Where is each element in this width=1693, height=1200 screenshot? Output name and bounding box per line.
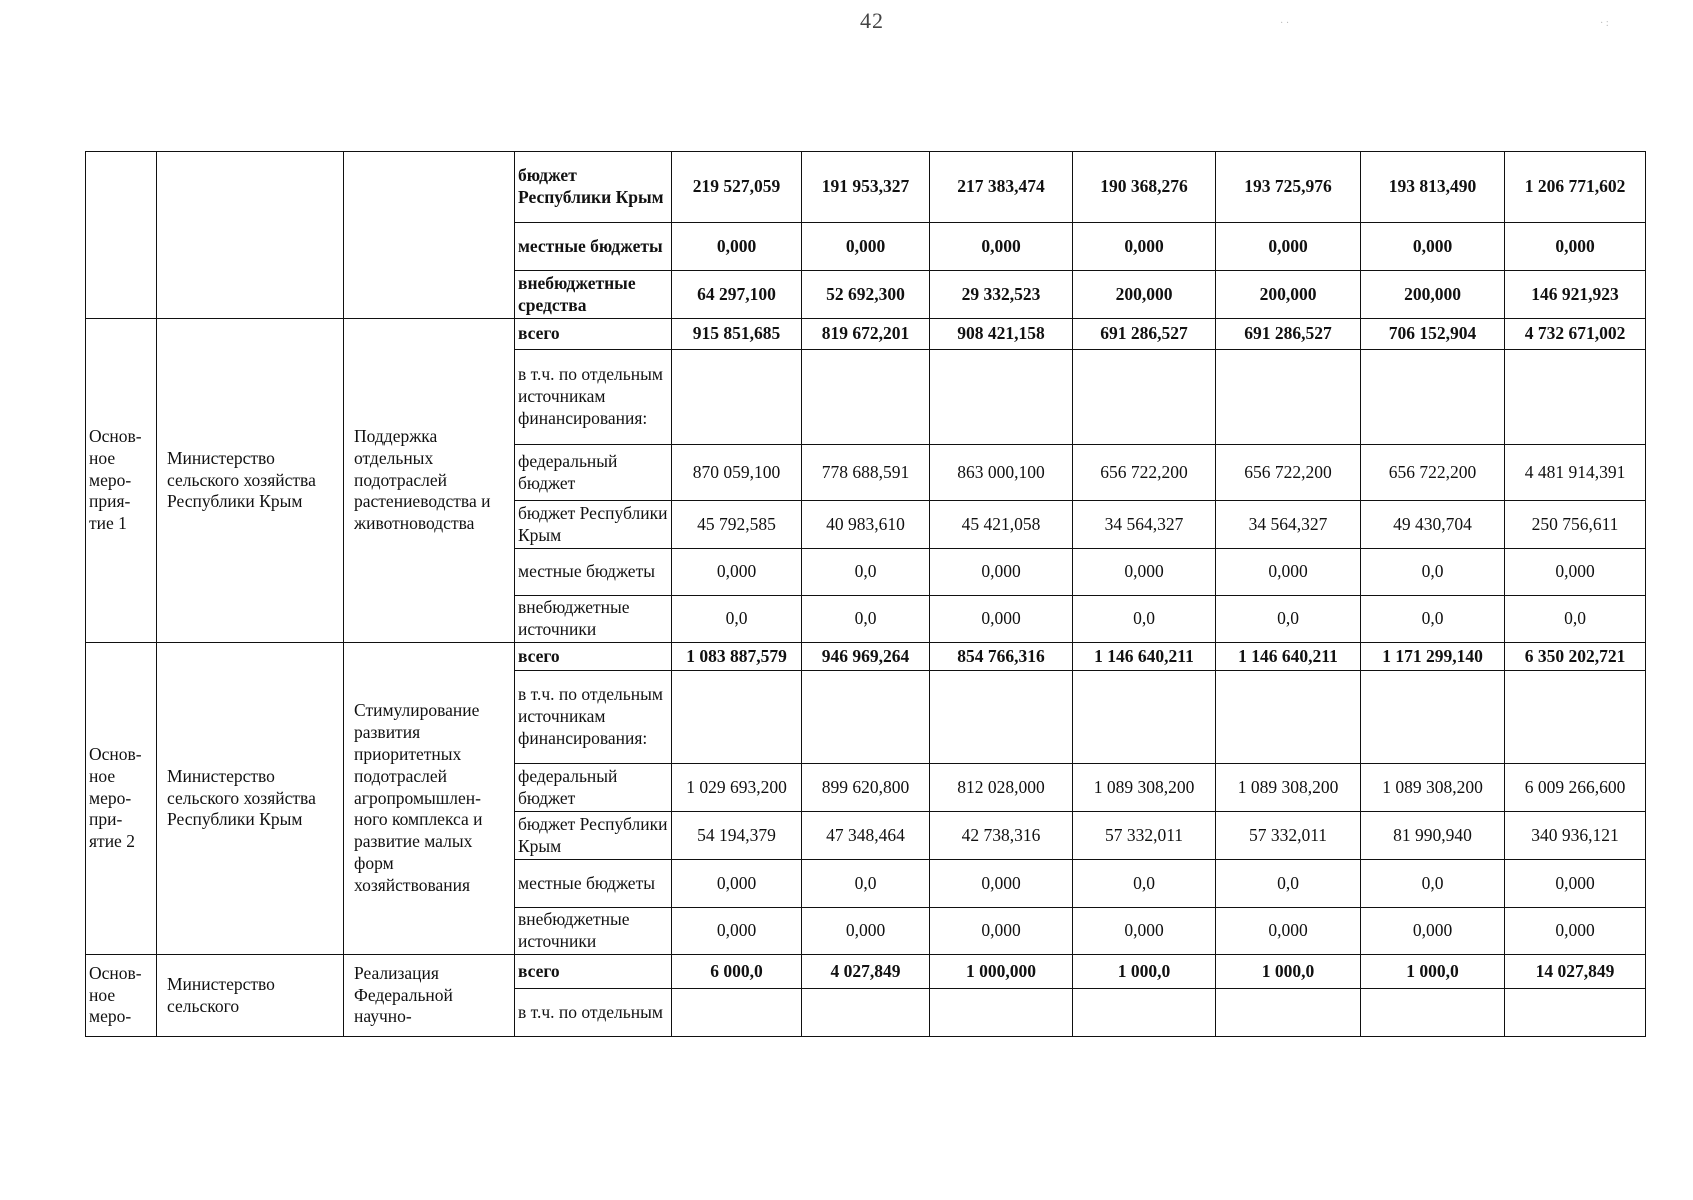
year-value-cell xyxy=(1073,989,1216,1037)
year-value-cell: 1 089 308,200 xyxy=(1073,764,1216,812)
year-value-cell xyxy=(1216,671,1361,764)
year-value-cell: 54 194,379 xyxy=(672,812,802,860)
total-value-cell: 0,000 xyxy=(1505,908,1646,955)
year-value-cell: 0,0 xyxy=(802,860,930,908)
year-value-cell: 908 421,158 xyxy=(930,319,1073,350)
funding-source-cell: всего xyxy=(515,319,672,350)
year-value-cell: 219 527,059 xyxy=(672,152,802,223)
year-value-cell: 0,0 xyxy=(1361,860,1505,908)
year-value-cell: 1 000,0 xyxy=(1216,955,1361,989)
total-value-cell: 0,0 xyxy=(1505,596,1646,643)
total-value-cell: 6 009 266,600 xyxy=(1505,764,1646,812)
year-value-cell: 0,000 xyxy=(802,908,930,955)
table-row xyxy=(86,955,1646,989)
year-value-cell: 0,000 xyxy=(672,549,802,596)
year-value-cell xyxy=(1361,989,1505,1037)
year-value-cell: 190 368,276 xyxy=(1073,152,1216,223)
year-value-cell: 57 332,011 xyxy=(1216,812,1361,860)
funding-source-cell: местные бюджеты xyxy=(515,860,672,908)
year-value-cell: 6 000,0 xyxy=(672,955,802,989)
year-value-cell: 863 000,100 xyxy=(930,445,1073,501)
total-value-cell: 4 481 914,391 xyxy=(1505,445,1646,501)
funding-source-cell: федеральный бюджет xyxy=(515,445,672,501)
total-value-cell xyxy=(1505,350,1646,445)
funding-source-cell: бюджет Республики Крым xyxy=(515,152,672,223)
year-value-cell: 1 029 693,200 xyxy=(672,764,802,812)
year-value-cell: 1 171 299,140 xyxy=(1361,643,1505,671)
year-value-cell: 64 297,100 xyxy=(672,271,802,319)
year-value-cell xyxy=(672,671,802,764)
year-value-cell: 691 286,527 xyxy=(1216,319,1361,350)
total-value-cell: 0,000 xyxy=(1505,860,1646,908)
funding-source-cell: всего xyxy=(515,643,672,671)
total-value-cell xyxy=(1505,989,1646,1037)
year-value-cell xyxy=(802,350,930,445)
year-value-cell: 1 089 308,200 xyxy=(1216,764,1361,812)
year-value-cell: 870 059,100 xyxy=(672,445,802,501)
executor-cell: Министерство сельского хозяйства Республики Крым xyxy=(157,319,344,643)
year-value-cell: 0,000 xyxy=(672,223,802,271)
year-value-cell: 0,000 xyxy=(672,860,802,908)
year-value-cell: 0,000 xyxy=(1216,549,1361,596)
year-value-cell: 40 983,610 xyxy=(802,501,930,549)
funding-source-cell: внебюджетные источники xyxy=(515,596,672,643)
year-value-cell: 4 027,849 xyxy=(802,955,930,989)
year-value-cell: 49 430,704 xyxy=(1361,501,1505,549)
year-value-cell: 0,000 xyxy=(930,860,1073,908)
funding-source-cell: бюджет Республики Крым xyxy=(515,812,672,860)
year-value-cell xyxy=(930,350,1073,445)
funding-source-cell: в т.ч. по отдельным xyxy=(515,989,672,1037)
year-value-cell: 81 990,940 xyxy=(1361,812,1505,860)
year-value-cell: 0,000 xyxy=(930,549,1073,596)
year-value-cell: 0,000 xyxy=(1361,908,1505,955)
year-value-cell: 0,000 xyxy=(930,223,1073,271)
year-value-cell xyxy=(1216,350,1361,445)
total-value-cell: 4 732 671,002 xyxy=(1505,319,1646,350)
year-value-cell: 0,0 xyxy=(1216,860,1361,908)
total-value-cell: 146 921,923 xyxy=(1505,271,1646,319)
year-value-cell xyxy=(802,989,930,1037)
year-value-cell: 0,000 xyxy=(672,908,802,955)
year-value-cell xyxy=(1216,989,1361,1037)
activity-cell: Основ-ное меро-прия-тие 1 xyxy=(86,319,157,643)
year-value-cell xyxy=(802,671,930,764)
year-value-cell: 0,000 xyxy=(1073,223,1216,271)
year-value-cell: 0,0 xyxy=(1361,549,1505,596)
activity-name-cell: Реализация Федеральной научно- xyxy=(344,955,515,1037)
total-value-cell: 340 936,121 xyxy=(1505,812,1646,860)
year-value-cell: 34 564,327 xyxy=(1073,501,1216,549)
year-value-cell xyxy=(672,350,802,445)
executor-cell: Министерство сельского xyxy=(157,955,344,1037)
year-value-cell: 0,000 xyxy=(930,908,1073,955)
year-value-cell: 1 000,0 xyxy=(1073,955,1216,989)
year-value-cell: 47 348,464 xyxy=(802,812,930,860)
year-value-cell: 0,0 xyxy=(1073,596,1216,643)
year-value-cell: 200,000 xyxy=(1216,271,1361,319)
year-value-cell: 0,000 xyxy=(1073,549,1216,596)
year-value-cell xyxy=(930,671,1073,764)
funding-source-cell: местные бюджеты xyxy=(515,223,672,271)
year-value-cell: 778 688,591 xyxy=(802,445,930,501)
year-value-cell: 656 722,200 xyxy=(1361,445,1505,501)
year-value-cell: 34 564,327 xyxy=(1216,501,1361,549)
year-value-cell: 0,0 xyxy=(802,549,930,596)
year-value-cell: 691 286,527 xyxy=(1073,319,1216,350)
year-value-cell: 1 089 308,200 xyxy=(1361,764,1505,812)
year-value-cell: 0,0 xyxy=(1216,596,1361,643)
year-value-cell: 0,000 xyxy=(930,596,1073,643)
total-value-cell: 0,000 xyxy=(1505,223,1646,271)
scan-speck: · · xyxy=(1280,18,1290,29)
year-value-cell: 45 421,058 xyxy=(930,501,1073,549)
table-row xyxy=(86,643,1646,671)
year-value-cell: 200,000 xyxy=(1361,271,1505,319)
year-value-cell: 200,000 xyxy=(1073,271,1216,319)
year-value-cell: 1 083 887,579 xyxy=(672,643,802,671)
year-value-cell: 42 738,316 xyxy=(930,812,1073,860)
year-value-cell: 57 332,011 xyxy=(1073,812,1216,860)
total-value-cell: 250 756,611 xyxy=(1505,501,1646,549)
year-value-cell: 1 000,0 xyxy=(1361,955,1505,989)
year-value-cell xyxy=(1361,671,1505,764)
year-value-cell: 0,000 xyxy=(1073,908,1216,955)
year-value-cell: 217 383,474 xyxy=(930,152,1073,223)
year-value-cell: 52 692,300 xyxy=(802,271,930,319)
funding-source-cell: федеральный бюджет xyxy=(515,764,672,812)
year-value-cell: 656 722,200 xyxy=(1216,445,1361,501)
total-value-cell: 14 027,849 xyxy=(1505,955,1646,989)
year-value-cell: 0,000 xyxy=(1216,908,1361,955)
activity-name-cell xyxy=(344,152,515,319)
activity-cell xyxy=(86,152,157,319)
total-value-cell: 0,000 xyxy=(1505,549,1646,596)
funding-source-cell: в т.ч. по отдельным источникам финансирования: xyxy=(515,671,672,764)
scan-speck: · : xyxy=(1600,18,1609,29)
year-value-cell: 0,0 xyxy=(672,596,802,643)
year-value-cell xyxy=(672,989,802,1037)
total-value-cell: 1 206 771,602 xyxy=(1505,152,1646,223)
funding-source-cell: всего xyxy=(515,955,672,989)
activity-name-cell: Стимулирование развития приоритетных подотраслей агропромышлен-ного комплекса и развитие малых форм хозяйствования xyxy=(344,643,515,955)
activity-cell: Основ-ное меро-при-ятие 2 xyxy=(86,643,157,955)
funding-source-cell: в т.ч. по отдельным источникам финансирования: xyxy=(515,350,672,445)
year-value-cell: 706 152,904 xyxy=(1361,319,1505,350)
table-row xyxy=(86,152,1646,223)
page-number: 42 xyxy=(860,8,884,33)
year-value-cell: 1 000,000 xyxy=(930,955,1073,989)
year-value-cell xyxy=(1073,671,1216,764)
year-value-cell: 0,000 xyxy=(1361,223,1505,271)
funding-table xyxy=(85,151,1646,1037)
table-row xyxy=(86,319,1646,350)
activity-name-cell: Поддержка отдельных подотраслей растениеводства и животноводства xyxy=(344,319,515,643)
year-value-cell: 656 722,200 xyxy=(1073,445,1216,501)
year-value-cell: 1 146 640,211 xyxy=(1073,643,1216,671)
total-value-cell: 6 350 202,721 xyxy=(1505,643,1646,671)
funding-source-cell: внебюджетные источники xyxy=(515,908,672,955)
year-value-cell: 45 792,585 xyxy=(672,501,802,549)
executor-cell xyxy=(157,152,344,319)
executor-cell: Министерство сельского хозяйства Республики Крым xyxy=(157,643,344,955)
activity-cell: Основ-ное меро- xyxy=(86,955,157,1037)
funding-source-cell: бюджет Республики Крым xyxy=(515,501,672,549)
year-value-cell: 854 766,316 xyxy=(930,643,1073,671)
year-value-cell: 812 028,000 xyxy=(930,764,1073,812)
year-value-cell: 0,0 xyxy=(1361,596,1505,643)
year-value-cell: 0,0 xyxy=(802,596,930,643)
year-value-cell: 0,000 xyxy=(1216,223,1361,271)
year-value-cell: 946 969,264 xyxy=(802,643,930,671)
year-value-cell: 193 813,490 xyxy=(1361,152,1505,223)
year-value-cell: 0,0 xyxy=(1073,860,1216,908)
funding-source-cell: внебюджетные средства xyxy=(515,271,672,319)
year-value-cell xyxy=(1361,350,1505,445)
funding-source-cell: местные бюджеты xyxy=(515,549,672,596)
year-value-cell xyxy=(930,989,1073,1037)
total-value-cell xyxy=(1505,671,1646,764)
year-value-cell: 899 620,800 xyxy=(802,764,930,812)
year-value-cell: 915 851,685 xyxy=(672,319,802,350)
year-value-cell: 191 953,327 xyxy=(802,152,930,223)
year-value-cell: 29 332,523 xyxy=(930,271,1073,319)
year-value-cell xyxy=(1073,350,1216,445)
year-value-cell: 193 725,976 xyxy=(1216,152,1361,223)
year-value-cell: 819 672,201 xyxy=(802,319,930,350)
year-value-cell: 0,000 xyxy=(802,223,930,271)
year-value-cell: 1 146 640,211 xyxy=(1216,643,1361,671)
